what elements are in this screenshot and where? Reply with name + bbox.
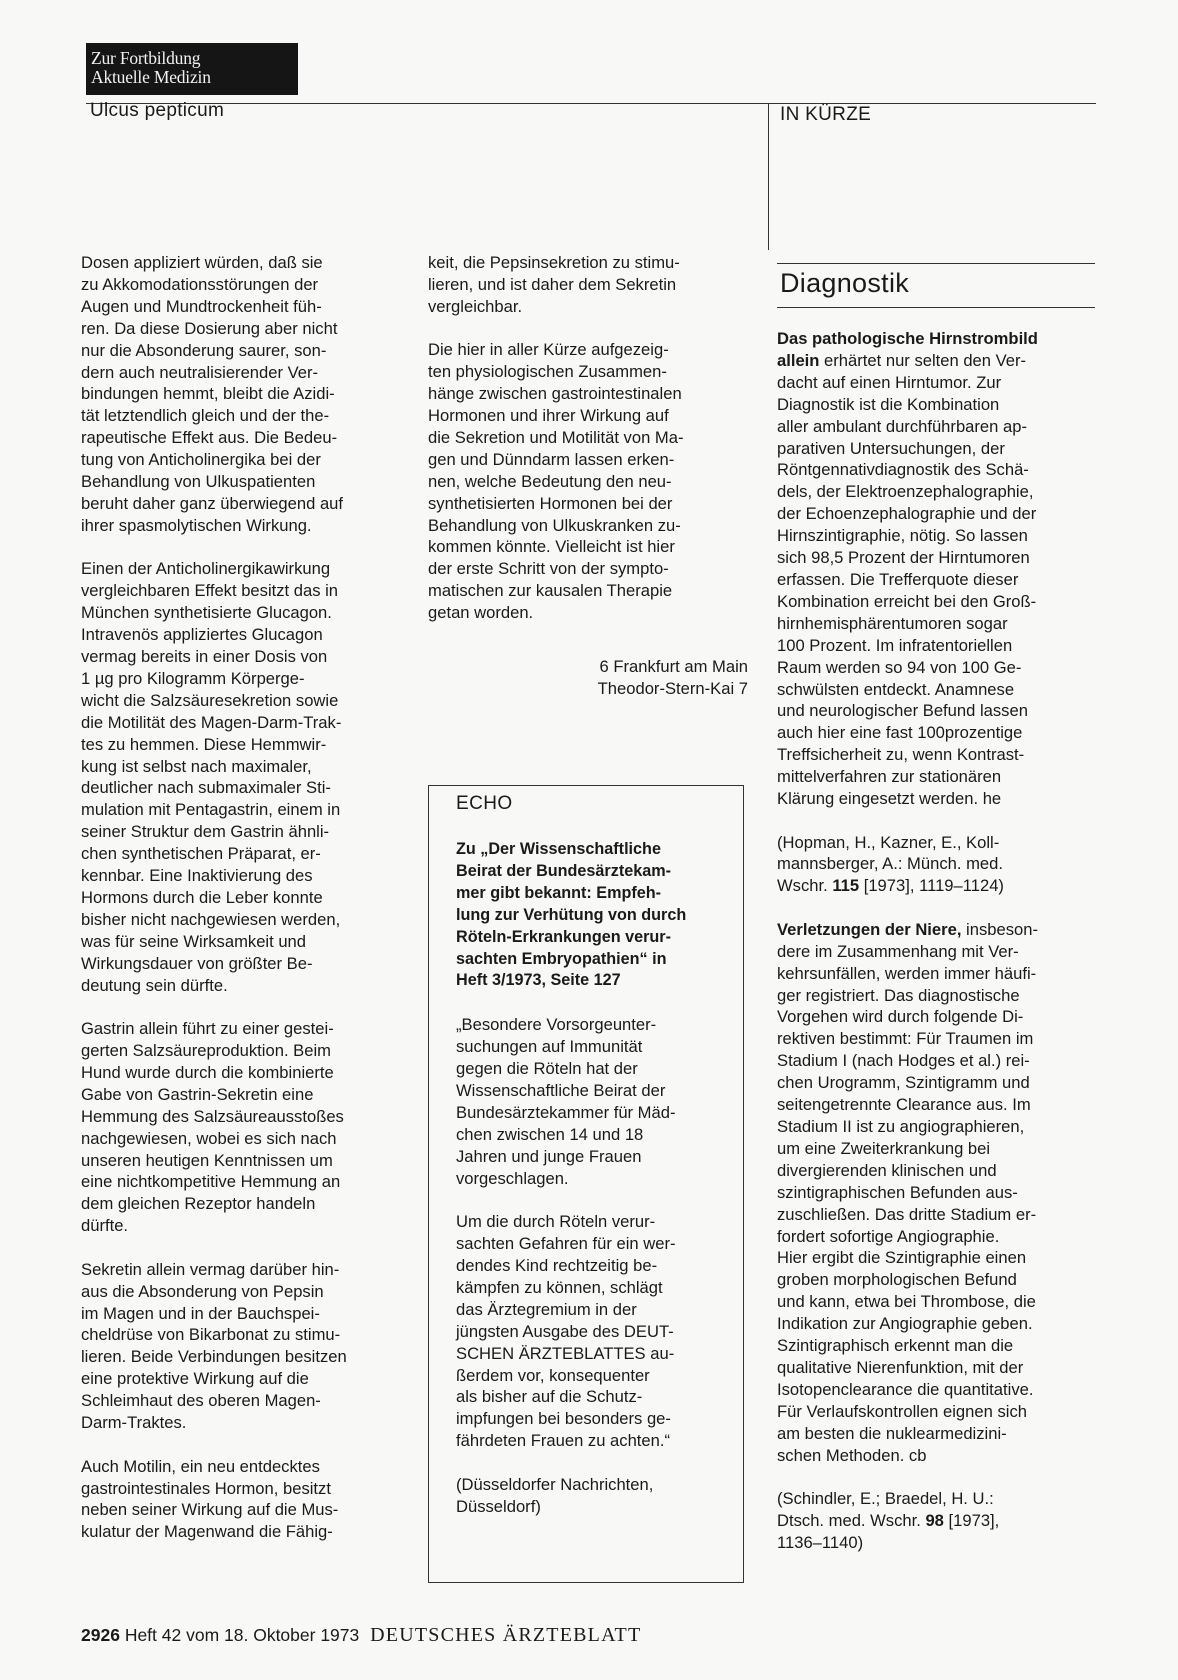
issue-info: Heft 42 vom 18. Oktober 1973 [124,1625,360,1645]
section-badge-line1: Zur Fortbildung [91,48,201,68]
paragraph: (Düsseldorfer Nachrichten, Düsseldorf) [456,1474,654,1516]
author-address: 6 Frankfurt am Main Theodor-Stern-Kai 7 [597,657,748,698]
reference-text: (Hopman, H., Kazner, E., Koll- mannsberger, A.: Münch. med. Wschr. [777,832,1003,896]
paragraph: Um die durch Röteln verur- sachten Gefahren für ein wer- dendes Kind rechtzeitig be- kämpfen zu können, schlägt das Ärztegremium in der jüngsten Ausgabe des DEUT- SCHEN ÄRZTEBLATTES au- ßerdem vor, konsequenter als bisher auf die Schutz- impfungen bei besonders ge- fährdeten Frauen zu achten.“ [456,1212,676,1451]
section-badge-line2: Aktuelle Medizin [91,67,211,87]
reference [777,1488,1095,1554]
diagnostik-rule-bottom [777,307,1095,308]
lead-text: Das pathologische Hirnstrombild allein [777,329,1038,370]
diagnostik-title: Diagnostik [780,268,910,298]
echo-headline: Zu „Der Wissenschaftliche Beirat der Bundesärztekam- mer gibt bekannt: Empfeh- lung zur Verhütung von durch Röteln-Erkrankungen verur- sachten Embryopathien“ in Heft 3/1973, Seite 127 [456,840,687,990]
lead-text: Verletzungen der Niere, [777,919,962,939]
paragraph: Sekretin allein vermag darüber hin- aus die Absonderung von Pepsin im Magen und in der Bauchspei- cheldrüse von Bikarbonat zu stimu- lieren. Beide Verbindungen besitzen eine protektive Wirkung auf die Schleimhaut des oberen Magen- Darm-Traktes. [81,1259,347,1433]
diagnostik-item-niere [777,919,1095,1467]
page-footer [81,1624,641,1647]
reference-text: (Schindler, E.; Braedel, H. U.: Dtsch. med. Wschr. [777,1489,994,1530]
column-1 [81,252,403,1543]
paragraph: Die hier in aller Kürze aufgezeig- ten physiologischen Zusammen- hänge zwischen gastrointestinalen Hormonen und ihrer Wirkung auf die Sekretion und Motilität von Ma- gen und Dünndarm lassen erken- nen, welche Bedeutung den neu- synthetisierten Hormonen bei der Behandlung von Ulkuskranken zu- kommen könnte. Vielleicht ist hier der erste Schritt von der sympto- matischen zur kausalen Therapie getan worden. [428,340,684,623]
column-2 [428,252,748,624]
sidebar-title: IN KÜRZE [780,104,872,125]
echo-box [428,785,744,1583]
reference-text: [1973], 1136–1140) [777,1511,1000,1552]
paragraph: Einen der Anticholinergikawirkung vergleichbaren Effekt besitzt das in München synthetisierte Glucagon. Intravenös appliziertes Glucagon vermag bereits in einer Dosis von 1 µg pro Kilogramm Körperge- wicht die Salzsäuresekretion sowie die Motilität des Magen-Darm-Trak- tes zu hemmen. Diese Hemmwir- kung ist selbst nach maximaler, deutlicher nach submaximaler Sti- mulation mit Pentagastrin, einem in seiner Struktur dem Gastrin ähnli- chen synthetischen Präparat, er- kennbar. Eine Inaktivierung des Hormons durch die Leber konnte bisher nicht nachgewiesen werden, was für seine Wirksamkeit und Wirkungsdauer von größter Be- deutung sein dürfte. [81,559,342,995]
reference-volume: 98 [925,1511,944,1530]
paragraph: Dosen appliziert würden, daß sie zu Akkomodationsstörungen der Augen und Mundtrockenheit füh- ren. Da diese Dosierung aber nicht nur die Absonderung saurer, son- dern auch neutralisierender Ver- bindungen hemmt, bleibt die Azidi- tät letztendlich gleich und der the- rapeutische Effekt aus. Die Bedeu- tung von Anticholinergika bei der Behandlung von Ulkuspatienten beruht daher ganz überwiegend auf ihrer spasmolytischen Wirkung. [81,253,344,535]
reference-volume: 115 [832,876,860,896]
paragraph: „Besondere Vorsorgeunter- suchungen auf Immunität gegen die Röteln hat der Wissenschaftliche Beirat der Bundesärztekammer für Mäd- chen zwischen 14 und 18 Jahren und junge Frauen vorgeschlagen. [456,1015,676,1188]
masthead: DEUTSCHES ÄRZTEBLATT [370,1624,642,1646]
reference [777,832,1095,898]
page-number: 2926 [81,1625,120,1645]
section-badge [86,43,298,95]
echo-body [456,1014,721,1517]
article-topic: Ulcus pepticum [90,100,225,121]
reference-text: [1973], 1119–1124) [859,876,1004,896]
paragraph: Gastrin allein führt zu einer gestei- gerten Salzsäureproduktion. Beim Hund wurde durch die kombinierte Gabe von Gastrin-Sekretin eine Hemmung des Salzsäureausstoßes nachgewiesen, wobei es sich nach unseren heutigen Kenntnissen um eine nichtkompetitive Hemmung an dem gleichen Rezeptor handeln dürfte. [81,1019,344,1236]
paragraph: keit, die Pepsinsekretion zu stimu- lieren, und ist daher dem Sekretin vergleichbar. [428,253,680,316]
sidebar-divider [768,103,769,250]
paragraph: Auch Motilin, ein neu entdecktes gastrointestinales Hormon, besitzt neben seiner Wirkung auf die Mus- kulatur der Magenwand die Fähig- [81,1456,339,1542]
echo-title: ECHO [456,793,513,814]
column-3 [777,328,1095,1554]
body-text: erhärtet nur selten den Ver- dacht auf einen Hirntumor. Zur Diagnostik ist die Kombination aller ambulant durchführbaren ap- parativen Untersuchungen, der Röntgennativdiagnostik des Schä- dels, der Elektroenzephalographie, der Echoenzephalographie und der Hirnszintigraphie, nötig. So lassen sich 98,5 Prozent der Hirntumoren erfassen. Die Trefferquote dieser Kombination erreicht bei den Groß- hirnhemisphärentumoren sogar 100 Prozent. Im infratentoriellen Raum werden so 94 von 100 Ge- schwülsten entdeckt. Anamnese und neurologischer Befund lassen auch hier eine fast 100prozentige Treffsicherheit zu, wenn Kontrast- mittelverfahren zur stationären Klärung eingesetzt werden. he [777,350,1037,809]
diagnostik-rule-top [777,263,1095,264]
body-text: insbeson- dere im Zusammenhang mit Ver- kehrsunfällen, werden immer häufi- ger registriert. Das diagnostische Vorgehen wird durch folgende Di- rektiven bestimmt: Für Traumen im Stadium I (nach Hodges et al.) rei- chen Urogramm, Szintigramm und seitengetrennte Clearance aus. Im Stadium II ist zu angiographieren, um eine Zweiterkrankung bei divergierenden klinischen und szintigraphischen Befunden aus- zuschließen. Das dritte Stadium er- fordert sofortige Angiographie. Hier ergibt die Szintigraphie einen groben morphologischen Befund und kann, etwa bei Thrombose, die Indikation zur Angiographie geben. Szintigraphisch erkennt man die qualitative Nierenfunktion, mit der Isotopenclearance die quantitative. Für Verlaufskontrollen eignen sich am besten die nuklearmedizini- schen Methoden. cb [777,919,1038,1465]
diagnostik-item-hirntumor [777,328,1095,810]
header-rule [86,103,1096,104]
